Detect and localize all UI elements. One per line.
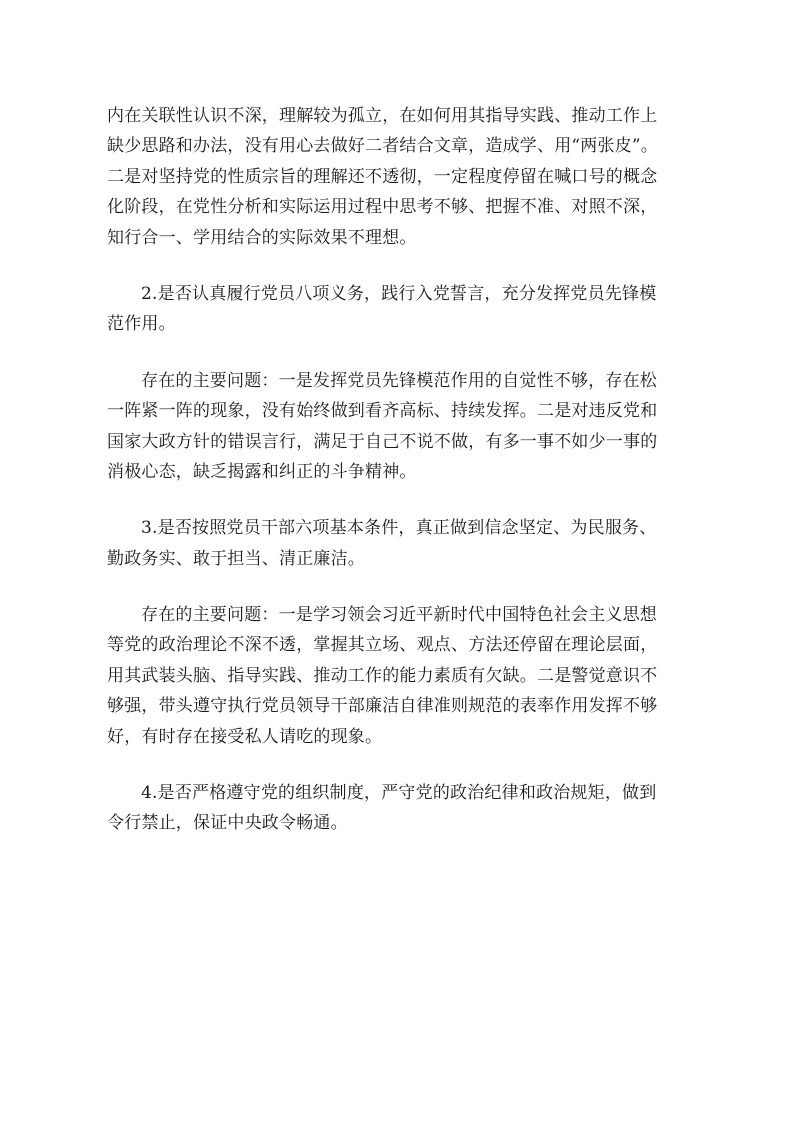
text-line: 好，有时存在接受私人请吃的现象。 [107,726,383,747]
text-line: 缺少思路和办法，没有用心去做好二者结合文章，造成学、用“两张皮”。 [107,136,658,157]
text-line: 3.是否按照党员干部六项基本条件，真正做到信念坚定、为民服务、 [141,518,657,539]
text-line: 存在的主要问题：一是学习领会习近平新时代中国特色社会主义思想 [141,605,657,626]
text-line: 消极心态，缺乏揭露和纠正的斗争精神。 [107,461,417,482]
section-heading-2 [107,279,707,340]
text-line: 知行合一、学用结合的实际效果不理想。 [107,227,417,248]
text-line: 范作用。 [107,314,176,335]
text-line: 2.是否认真履行党员八项义务，践行入党誓言，充分发挥党员先锋模 [141,283,657,304]
text-line: 化阶段，在党性分析和实际运用过程中思考不够、把握不准、对照不深， [107,197,658,218]
section-heading-4 [107,778,707,839]
section-heading-3 [107,513,707,574]
text-line: 二是对坚持党的性质宗旨的理解还不透彻，一定程度停留在喊口号的概念 [107,166,658,187]
paragraph-problems-2 [107,366,707,488]
paragraph-continuation [107,101,707,253]
text-line: 4.是否严格遵守党的组织制度，严守党的政治纪律和政治规矩，做到 [141,783,657,804]
text-line: 够强，带头遵守执行党员领导干部廉洁自律准则规范的表率作用发挥不够 [107,696,658,717]
text-line: 等党的政治理论不深不透，掌握其立场、观点、方法还停留在理论层面， [107,635,658,656]
text-line: 令行禁止，保证中央政令畅通。 [107,813,348,834]
text-line: 存在的主要问题：一是发挥党员先锋模范作用的自觉性不够，存在松 [141,370,657,391]
text-line: 国家大政方针的错误言行，满足于自己不说不做，有多一事不如少一事的 [107,431,658,452]
text-line: 内在关联性认识不深，理解较为孤立，在如何用其指导实践、推动工作上 [107,106,658,126]
text-line: 勤政务实、敢于担当、清正廉洁。 [107,548,365,569]
text-line: 用其武装头脑、指导实践、推动工作的能力素质有欠缺。二是警觉意识不 [107,665,658,686]
text-line: 一阵紧一阵的现象，没有始终做到看齐高标、持续发挥。二是对违反党和 [107,401,658,422]
paragraph-problems-3 [107,600,707,752]
document-body [107,101,707,865]
